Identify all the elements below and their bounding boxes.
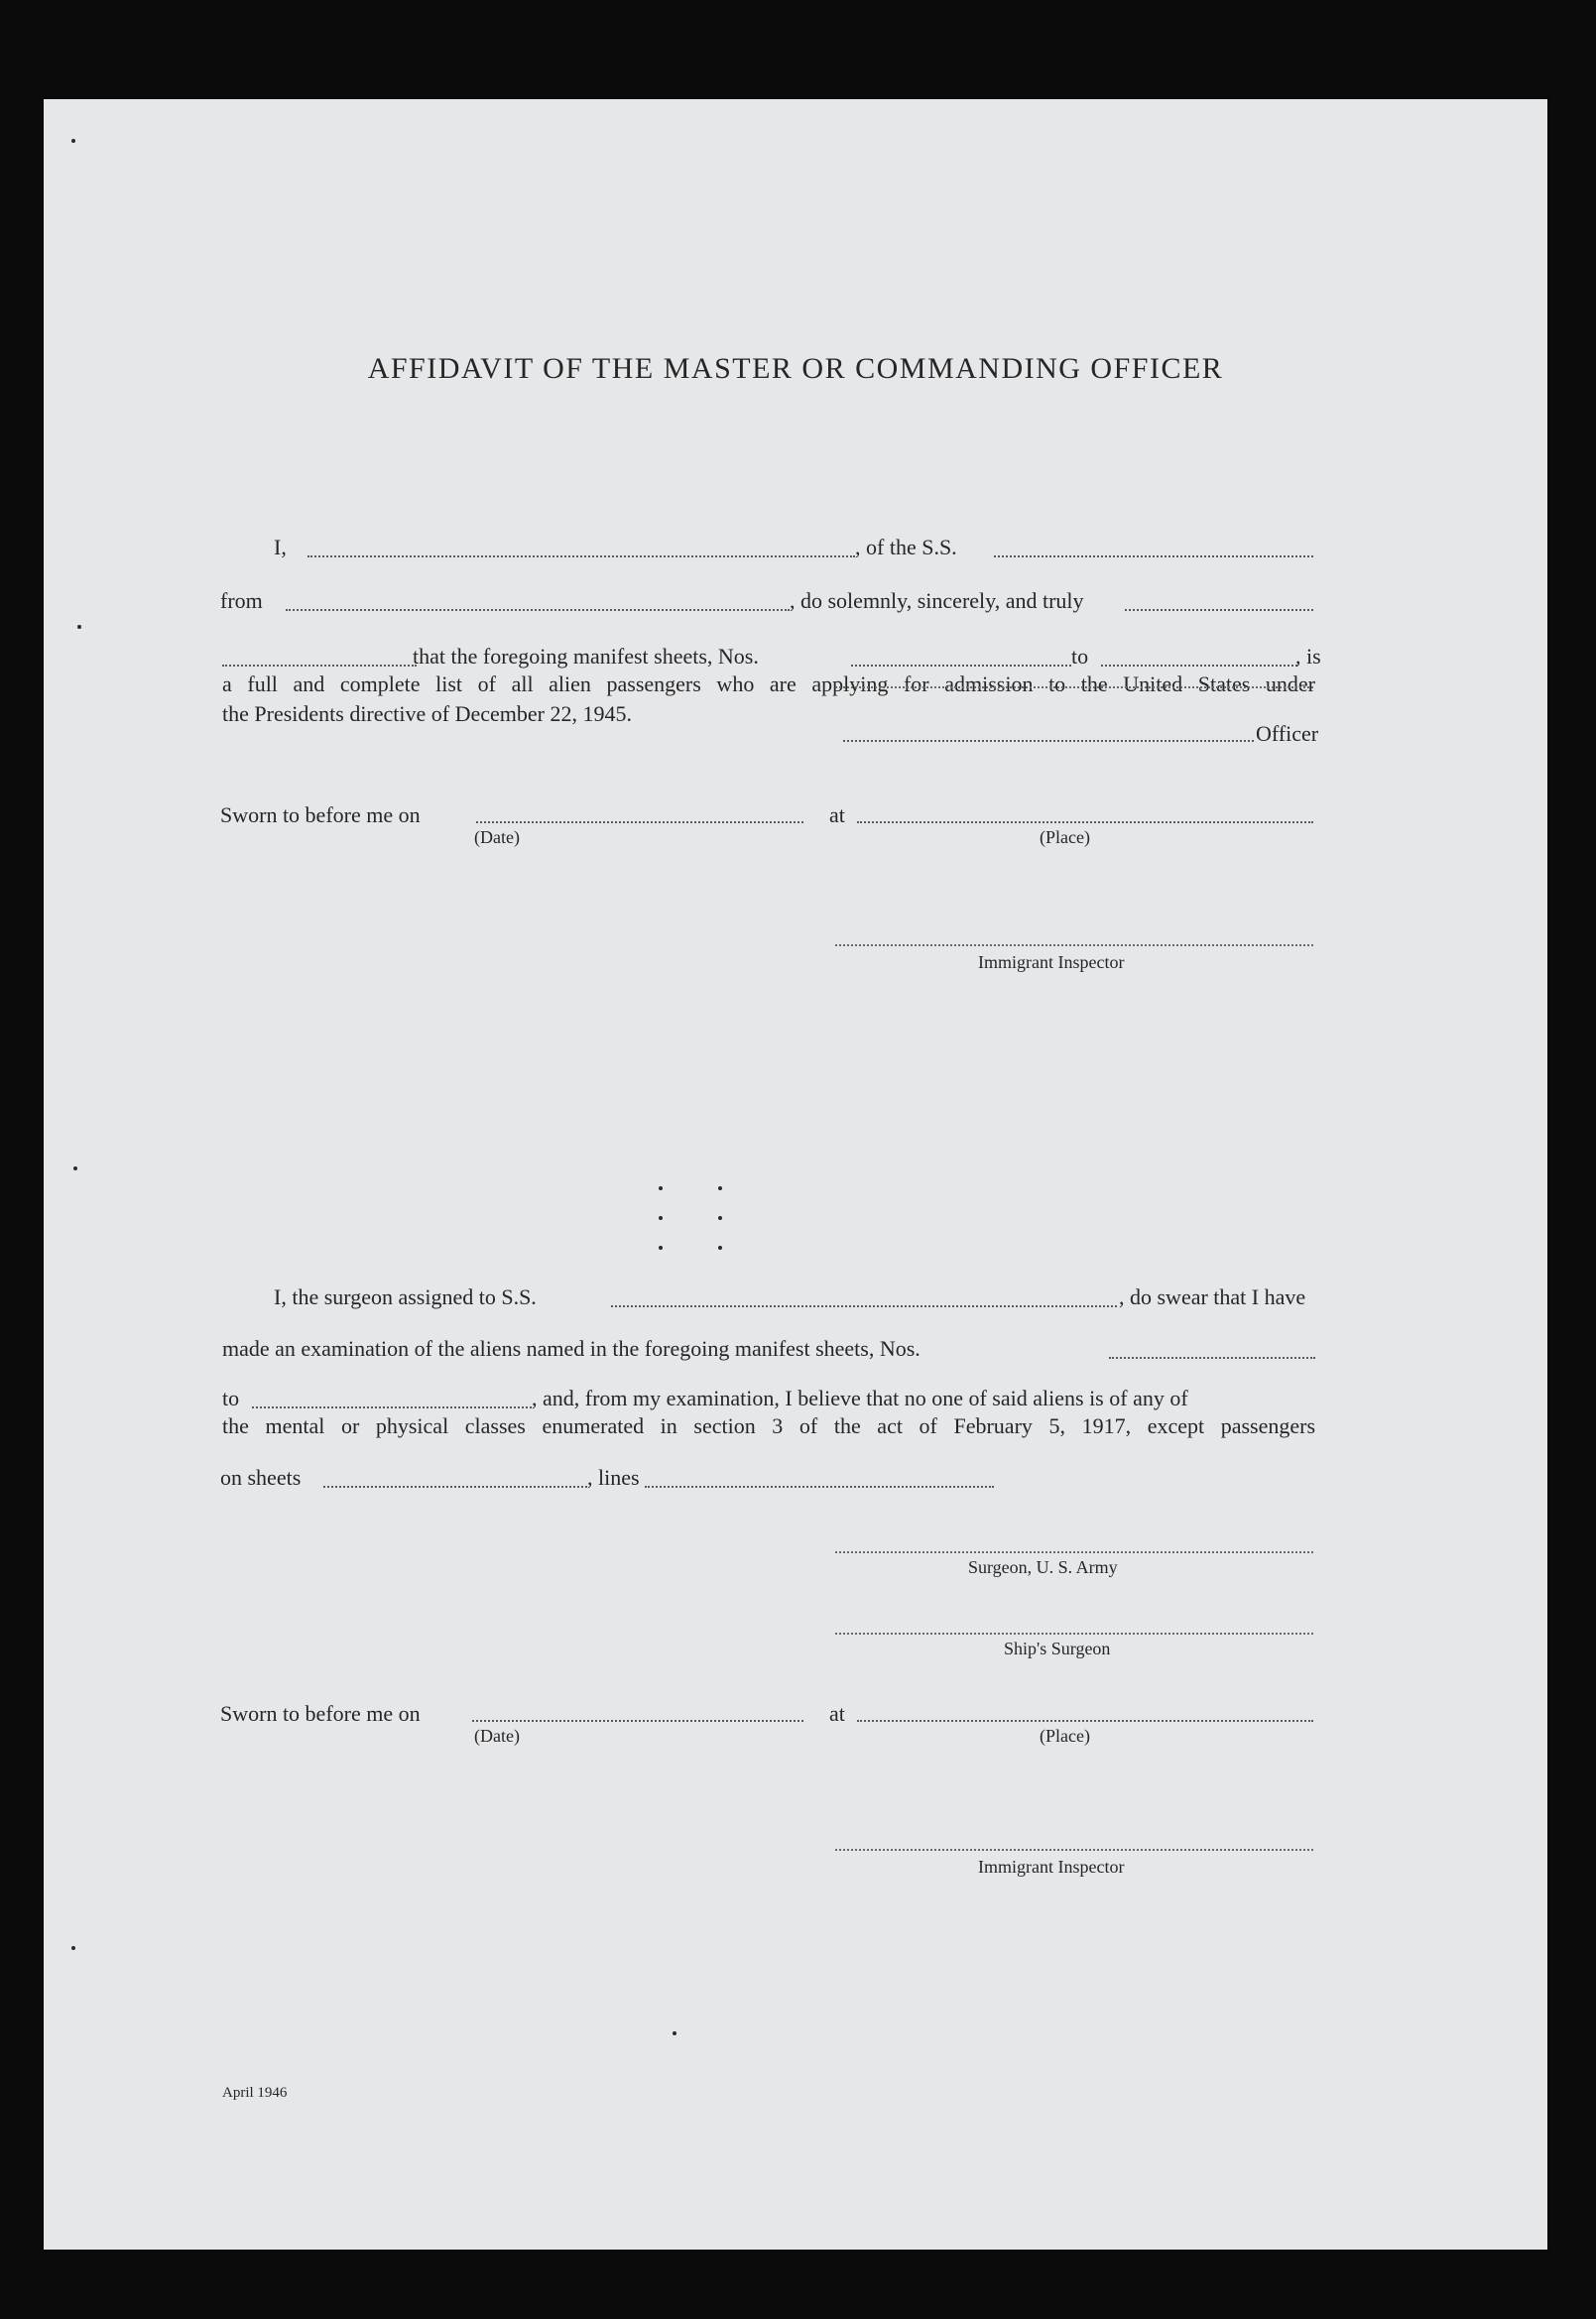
surgeon-inspector-signature-line[interactable] <box>835 1849 1313 1851</box>
master-statement-line-4: a full and complete list of all alien passengers who are applying for admission to the United States under <box>222 671 1315 696</box>
officer-label: Officer <box>1256 721 1319 746</box>
scan-speck <box>73 1166 77 1170</box>
master-i-label: I, <box>274 535 287 559</box>
surgeon-at-label: at <box>829 1701 845 1726</box>
master-nos-from-field[interactable] <box>851 665 1071 667</box>
master-name-field[interactable] <box>307 555 855 557</box>
master-from-label: from <box>220 588 263 613</box>
surgeon-lines-field[interactable] <box>645 1486 994 1488</box>
surgeon-inspector-label: Immigrant Inspector <box>978 1857 1125 1877</box>
master-declare-field[interactable] <box>222 665 417 667</box>
master-oath-field[interactable] <box>1125 609 1313 611</box>
scan-speck <box>77 625 81 629</box>
master-signature-line[interactable] <box>835 686 1313 688</box>
surgeon-sworn-label: Sworn to before me on <box>220 1701 421 1726</box>
surgeon-line-1-start: I, the surgeon assigned to S.S. <box>274 1284 537 1309</box>
master-sworn-label: Sworn to before me on <box>220 802 421 827</box>
surgeon-sworn-date-field[interactable] <box>472 1720 803 1722</box>
surgeon-sheets-label: on sheets <box>220 1465 302 1490</box>
army-surgeon-signature-line[interactable] <box>835 1551 1313 1553</box>
master-sworn-date-field[interactable] <box>476 821 803 823</box>
master-place-caption: (Place) <box>1040 827 1090 847</box>
master-to-label: to <box>1071 644 1089 669</box>
affidavit-form-page <box>44 99 1547 2250</box>
master-inspector-signature-line[interactable] <box>835 944 1313 946</box>
master-nos-to-field[interactable] <box>1101 665 1297 667</box>
master-sworn-place-field[interactable] <box>857 821 1313 823</box>
master-statement-line-5: the Presidents directive of December 22, 1945. <box>222 701 632 726</box>
army-surgeon-label: Surgeon, U. S. Army <box>968 1557 1118 1577</box>
scan-speck <box>673 2031 676 2035</box>
scan-speck <box>718 1246 722 1250</box>
surgeon-to-label: to <box>222 1386 240 1410</box>
scan-speck <box>659 1216 663 1220</box>
form-title: AFFIDAVIT OF THE MASTER OR COMMANDING OFFICER <box>367 352 1224 385</box>
ships-surgeon-label: Ship's Surgeon <box>1004 1639 1111 1658</box>
master-swear-label: , do solemnly, sincerely, and truly <box>790 588 1084 613</box>
surgeon-nos-from-field[interactable] <box>1109 1357 1315 1359</box>
master-of-ss-label: , of the S.S. <box>855 535 957 559</box>
surgeon-line-4: the mental or physical classes enumerated in section 3 of the act of February 5, 1917, except passengers <box>222 1413 1315 1438</box>
surgeon-lines-label: , lines <box>587 1465 640 1490</box>
scan-speck <box>718 1216 722 1220</box>
master-foregoing-label: that the foregoing manifest sheets, Nos. <box>413 644 759 669</box>
scan-speck <box>659 1186 663 1190</box>
form-revision-date: April 1946 <box>222 2085 288 2101</box>
scan-speck <box>718 1186 722 1190</box>
officer-signature-field[interactable] <box>843 740 1254 742</box>
surgeon-place-caption: (Place) <box>1040 1726 1090 1746</box>
surgeon-ship-name-field[interactable] <box>611 1305 1117 1307</box>
master-at-label: at <box>829 802 845 827</box>
ships-surgeon-signature-line[interactable] <box>835 1633 1313 1635</box>
surgeon-sworn-place-field[interactable] <box>857 1720 1313 1722</box>
master-is-label: , is <box>1295 644 1321 669</box>
scan-speck <box>71 139 75 143</box>
surgeon-sheets-field[interactable] <box>323 1486 587 1488</box>
scan-speck <box>71 1946 75 1950</box>
surgeon-line-2: made an examination of the aliens named in the foregoing manifest sheets, Nos. <box>222 1336 921 1361</box>
surgeon-date-caption: (Date) <box>474 1726 520 1746</box>
master-inspector-label: Immigrant Inspector <box>978 952 1125 972</box>
surgeon-line-3-rest: , and, from my examination, I believe that no one of said aliens is of any of <box>532 1386 1188 1410</box>
master-date-caption: (Date) <box>474 827 520 847</box>
master-ship-name-field[interactable] <box>994 555 1313 557</box>
scan-speck <box>659 1246 663 1250</box>
surgeon-nos-to-field[interactable] <box>252 1406 532 1408</box>
master-from-field[interactable] <box>286 609 790 611</box>
surgeon-line-1-end: , do swear that I have <box>1119 1284 1306 1309</box>
